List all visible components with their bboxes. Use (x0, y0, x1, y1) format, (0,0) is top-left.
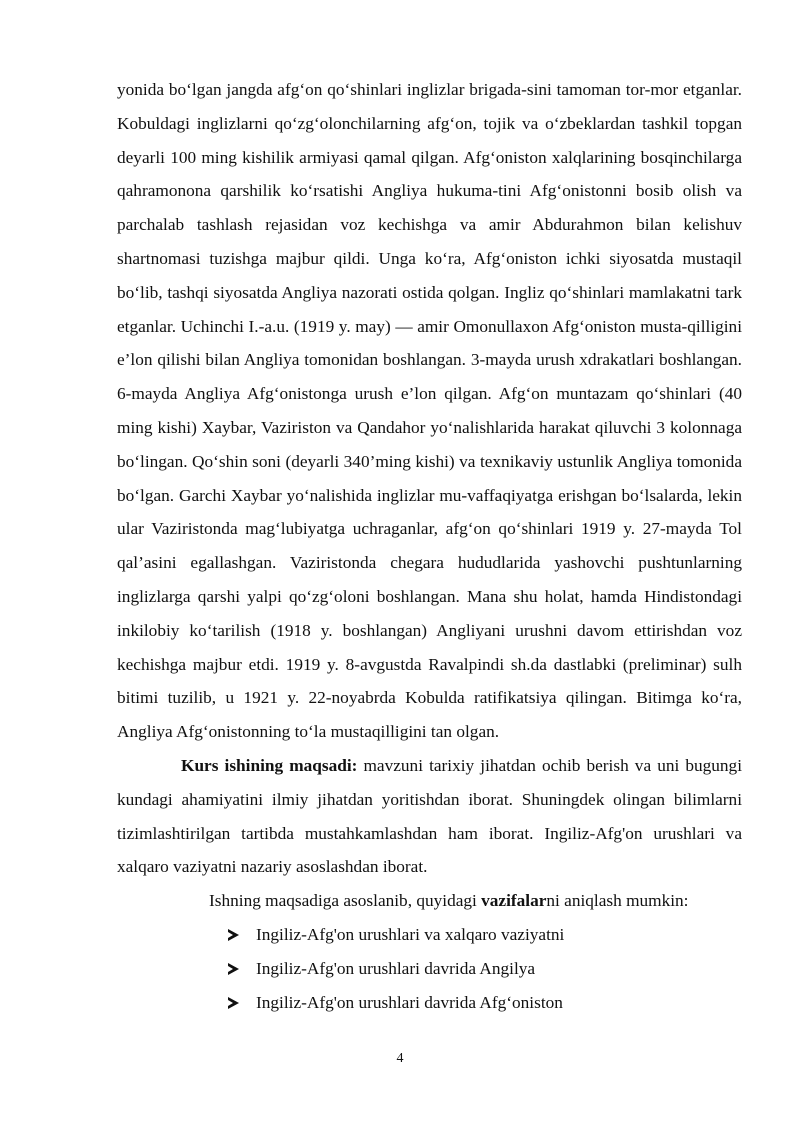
task-text: Ingiliz-Afg'on urushlari va xalqaro vaziyatni (256, 924, 565, 944)
tasks-intro-before: Ishning maqsadiga asoslanib, quyidagi (209, 891, 482, 911)
arrow-bullet-icon (228, 997, 239, 1009)
tasks-intro-bold: vazifalar (481, 891, 547, 911)
page-number: 4 (396, 1051, 404, 1066)
task-text: Ingiliz-Afg'on urushlari davrida Afg‘oniston (256, 992, 563, 1012)
arrow-bullet-icon (228, 963, 239, 975)
goal-label: Kurs ishining maqsadi: (181, 755, 358, 775)
goal-text: mavzuni tarixiy jihatdan ochib berish va uni bugungi kundagi ahamiyatini ilmiy jihatdan yoritishdan iborat. Shuningdek olingan bilimlarni tizimlashtirilgan tartibda mustahkamlashdan ham iborat. Ingiliz-Afg'on urushlari va xalqaro vaziyatni nazariy asoslashdan iborat. (117, 755, 743, 877)
list-item (228, 952, 742, 986)
task-text: Ingiliz-Afg'on urushlari davrida Angilya (256, 958, 536, 978)
tasks-list (117, 918, 742, 1019)
body-text (117, 73, 742, 1019)
tasks-intro-after: ni aniqlash mumkin: (546, 891, 689, 911)
paragraph-goal (117, 749, 742, 884)
list-item (228, 986, 742, 1020)
arrow-bullet-icon (228, 929, 239, 941)
list-item (228, 918, 742, 952)
paragraph-history: yonida bo‘lgan jangda afg‘on qo‘shinlari inglizlar brigada-sini tamoman tor-mor etganlar. Kobuldagi inglizlarni qo‘zg‘olonchilarning afg‘on, tojik va o‘zbeklardan tashkil topgan deyarli 100 ming kishilik armiyasi qamal qilgan. Afg‘oniston xalqlarining bosqinchilarga qahramonona qarshilik ko‘rsatishi Angliya hukuma-tini Afg‘onistonni bosib olish va parchalab tashlash rejasidan voz kechishga va amir Abdurahmon bilan kelishuv shartnomasi tuzishga majbur qildi. Unga ko‘ra, Afg‘oniston ichki siyosatda mustaqil bo‘lib, tashqi siyosatda Angliya nazorati ostida qolgan. Ingliz qo‘shinlari mamlakatni tark etganlar. Uchinchi I.-a.u. (1919 y. may) — amir Omonullaxon Afg‘oniston musta-qilligini e’lon qilishi bilan Angliya tomonidan boshlangan. 3-mayda urush xdrakatlari boshlangan. 6-mayda Angliya Afg‘onistonga urush e’lon qilgan. Afg‘on muntazam qo‘shinlari (40 ming kishi) Xaybar, Vaziriston va Qandahor yo‘nalishlarida harakat qiluvchi 3 kolonnaga bo‘lingan. Qo‘shin soni (deyarli 340’ming kishi) va texnikaviy ustunlik Angliya tomonida bo‘lgan. Garchi Xaybar yo‘nalishida inglizlar mu-vaffaqiyatga erishgan bo‘lsalarda, lekin ular Vaziristonda mag‘lubiyatga uchraganlar, afg‘on qo‘shinlari 1919 y. 27-mayda Tol qal’asini egallashgan. Vaziristonda chegara hududlarida yashovchi pushtunlarning inglizlarga qarshi yalpi qo‘zg‘oloni boshlangan. Mana shu holat, hamda Hindistondagi inkilobiy ko‘tarilish (1918 y. boshlangan) Angliyani urushni davom ettirishdan voz kechishga majbur etdi. 1919 y. 8-avgustda Ravalpindi sh.da dastlabki (preliminar) sulh bitimi tuzilib, u 1921 y. 22-noyabrda Kobulda ratifikatsiya qilingan. Bitimga ko‘ra, Angliya Afg‘onistonning to‘la mustaqilligini tan olgan. (117, 80, 742, 742)
paragraph-tasks-intro (117, 884, 742, 918)
